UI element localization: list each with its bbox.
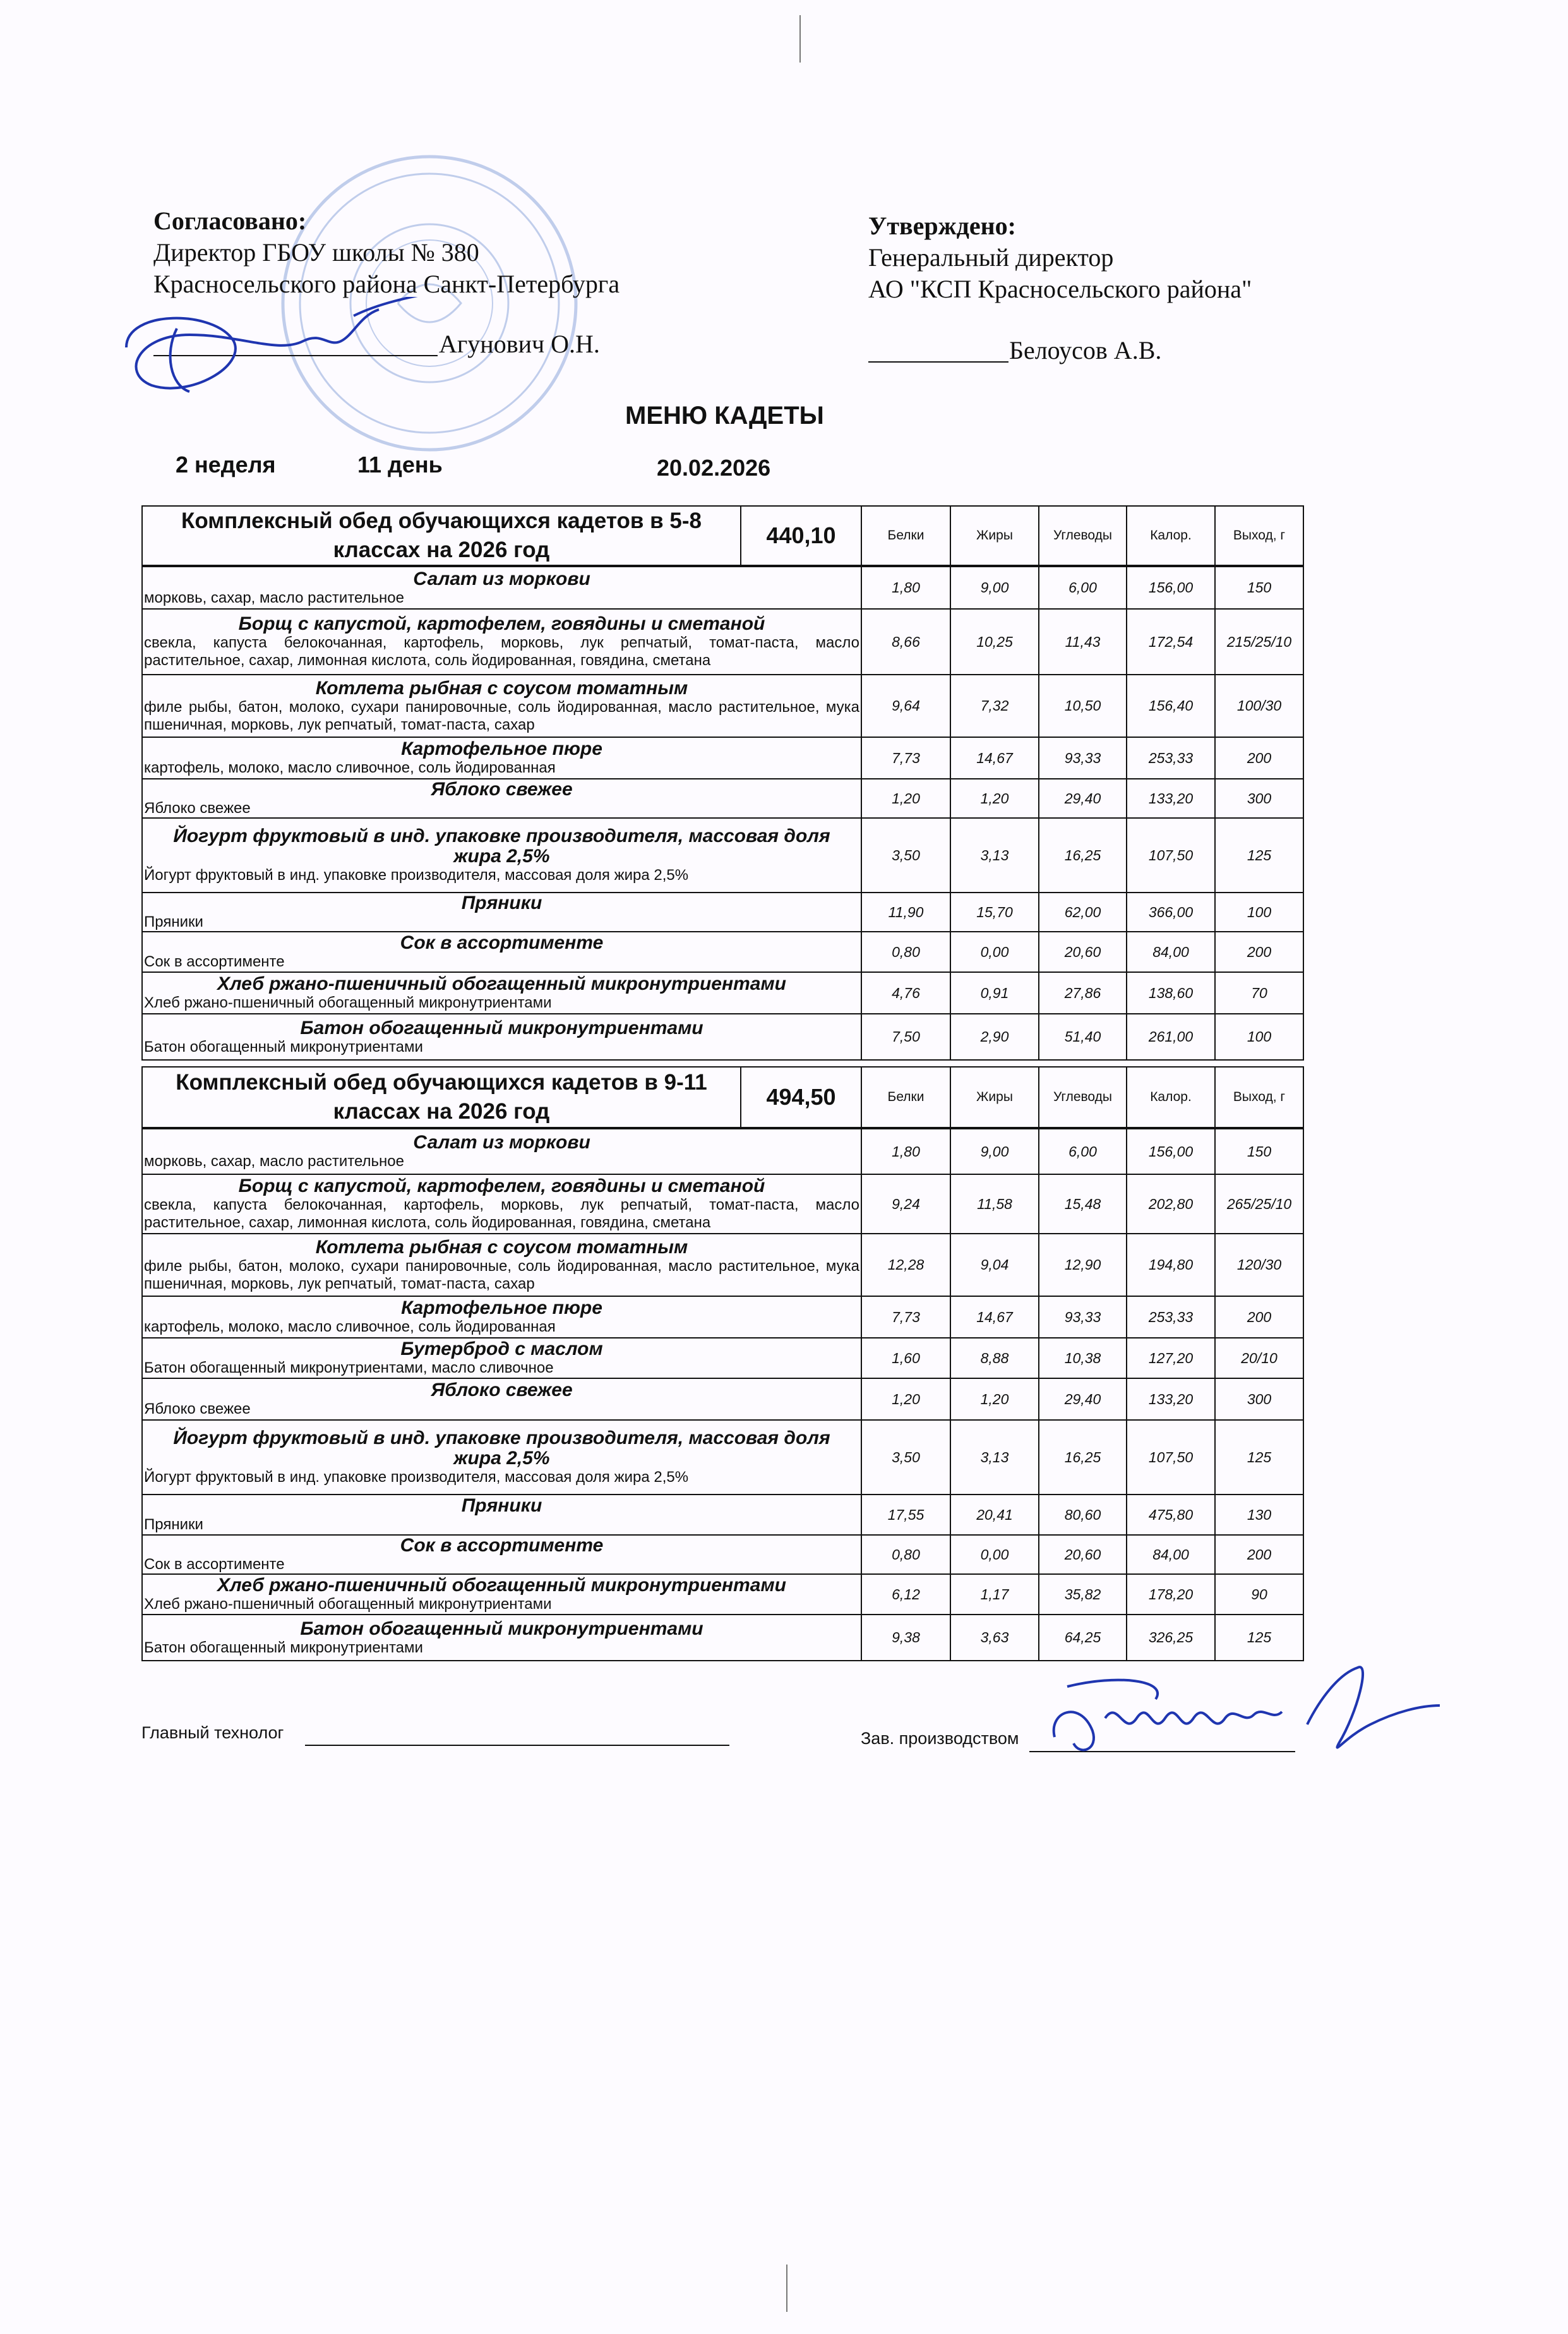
value-calories: 156,00: [1127, 566, 1215, 609]
value-protein: 11,90: [861, 893, 950, 932]
dish-cell: [142, 1535, 861, 1574]
dish-ingredients: морковь, сахар, масло растительное: [144, 589, 404, 606]
dish-name: Котлета рыбная с соусом томатным: [315, 1236, 688, 1258]
value-calories: 261,00: [1127, 1014, 1215, 1060]
table-row: [142, 818, 1303, 893]
table-row: [142, 932, 1303, 972]
dish-cell: [142, 932, 861, 972]
value-fat: 2,90: [950, 1014, 1039, 1060]
dish-ingredients: Сок в ассортименте: [144, 1556, 285, 1573]
approval-right-signer: Белоусов А.В.: [1009, 336, 1162, 364]
table-row: [142, 675, 1303, 737]
value-protein: 1,80: [861, 1128, 950, 1174]
value-carbs: 51,40: [1039, 1014, 1127, 1060]
table-row: [142, 1296, 1303, 1338]
value-yield: 125: [1215, 1615, 1303, 1661]
value-fat: 14,67: [950, 1296, 1039, 1338]
dish-cell: [142, 1378, 861, 1420]
dish-ingredients: свекла, капуста белокочанная, картофель, морковь, лук репчатый, томат-паста, масло растительное, сахар, лимонная кислота, соль йодированная, говядина, сметана: [144, 634, 859, 669]
value-carbs: 16,25: [1039, 818, 1127, 893]
value-yield: 215/25/10: [1215, 609, 1303, 675]
dish-cell: [142, 1234, 861, 1296]
value-calories: 127,20: [1127, 1338, 1215, 1378]
production-head-label: Зав. производством: [861, 1729, 1019, 1748]
dish-name: Бутерброд с маслом: [400, 1338, 603, 1359]
approval-right-heading: Утверждено:: [868, 212, 1016, 240]
dish-name: Салат из моркови: [413, 1132, 590, 1153]
value-fat: 1,20: [950, 779, 1039, 818]
approval-right: [868, 210, 1252, 305]
dish-cell: [142, 609, 861, 675]
dish-cell: [142, 1495, 861, 1535]
value-calories: 475,80: [1127, 1495, 1215, 1535]
value-protein: 7,50: [861, 1014, 950, 1060]
dish-ingredients: Батон обогащенный микронутриентами, масло сливочное: [144, 1359, 554, 1376]
dish-cell: [142, 1128, 861, 1174]
column-header-protein: Белки: [861, 1067, 950, 1128]
value-yield: 20/10: [1215, 1338, 1303, 1378]
dish-cell: [142, 737, 861, 779]
column-header-calories: Калор.: [1127, 506, 1215, 566]
dish-name: Картофельное пюре: [401, 1297, 602, 1318]
dish-cell: [142, 818, 861, 893]
value-yield: 200: [1215, 1296, 1303, 1338]
value-fat: 0,00: [950, 932, 1039, 972]
dish-name: Йогурт фруктовый в инд. упаковке производителя, массовая доля жира 2,5%: [173, 1428, 830, 1469]
dish-name: Борщ с капустой, картофелем, говядины и сметаной: [238, 613, 765, 634]
approval-left-org: Красносельского района Санкт-Петербурга: [153, 270, 620, 298]
dish-ingredients: филе рыбы, батон, молоко, сухари панировочные, соль йодированная, масло растительное, мука пшеничная, морковь, лук репчатый, томат-паста, сахар: [144, 1257, 859, 1292]
table-row: [142, 779, 1303, 818]
dish-name: Картофельное пюре: [401, 738, 602, 759]
menu-table-grades-9-11: [141, 1066, 1304, 1661]
dish-ingredients: Сок в ассортименте: [144, 953, 285, 970]
value-yield: 300: [1215, 1378, 1303, 1420]
table-row: [142, 972, 1303, 1014]
dish-name: Сок в ассортименте: [400, 932, 604, 953]
dish-cell: [142, 893, 861, 932]
value-carbs: 10,50: [1039, 675, 1127, 737]
value-carbs: 29,40: [1039, 1378, 1127, 1420]
value-carbs: 10,38: [1039, 1338, 1127, 1378]
dish-ingredients: морковь, сахар, масло растительное: [144, 1153, 404, 1170]
table-row: [142, 1338, 1303, 1378]
value-protein: 4,76: [861, 972, 950, 1014]
value-calories: 107,50: [1127, 818, 1215, 893]
value-carbs: 15,48: [1039, 1174, 1127, 1234]
scan-crease-bottom: [786, 2265, 787, 2312]
value-calories: 138,60: [1127, 972, 1215, 1014]
value-protein: 9,38: [861, 1615, 950, 1661]
value-fat: 14,67: [950, 737, 1039, 779]
value-yield: 265/25/10: [1215, 1174, 1303, 1234]
column-header-fat: Жиры: [950, 506, 1039, 566]
dish-ingredients: Пряники: [144, 913, 203, 930]
value-carbs: 80,60: [1039, 1495, 1127, 1535]
value-carbs: 62,00: [1039, 893, 1127, 932]
dish-ingredients: Йогурт фруктовый в инд. упаковке производителя, массовая доля жира 2,5%: [144, 1469, 689, 1486]
value-yield: 200: [1215, 932, 1303, 972]
column-header-protein: Белки: [861, 506, 950, 566]
value-yield: 200: [1215, 1535, 1303, 1574]
dish-ingredients: картофель, молоко, масло сливочное, соль йодированная: [144, 1318, 556, 1335]
dish-cell: [142, 566, 861, 609]
dish-ingredients: картофель, молоко, масло сливочное, соль йодированная: [144, 759, 556, 776]
left-handwritten-signature: [114, 297, 493, 404]
table-row: [142, 737, 1303, 779]
value-carbs: 12,90: [1039, 1234, 1127, 1296]
table-row: [142, 1615, 1303, 1661]
table-row: [142, 1378, 1303, 1420]
value-calories: 194,80: [1127, 1234, 1215, 1296]
dish-cell: [142, 1420, 861, 1495]
value-calories: 107,50: [1127, 1420, 1215, 1495]
dish-name: Салат из моркови: [413, 568, 590, 589]
value-calories: 156,00: [1127, 1128, 1215, 1174]
table-row: [142, 1574, 1303, 1615]
menu-table-grades-5-8: [141, 505, 1304, 1061]
approval-right-position: Генеральный директор: [868, 243, 1114, 272]
value-carbs: 11,43: [1039, 609, 1127, 675]
value-fat: 0,91: [950, 972, 1039, 1014]
table-row: [142, 1535, 1303, 1574]
week-label: 2 неделя: [176, 452, 276, 478]
value-protein: 17,55: [861, 1495, 950, 1535]
value-carbs: 20,60: [1039, 1535, 1127, 1574]
approval-left-signer: Агунович О.Н.: [439, 330, 600, 358]
value-carbs: 16,25: [1039, 1420, 1127, 1495]
dish-ingredients: свекла, капуста белокочанная, картофель, морковь, лук репчатый, томат-паста, масло растительное, сахар, лимонная кислота, соль йодированная, говядина, сметана: [144, 1196, 859, 1231]
value-protein: 1,20: [861, 779, 950, 818]
value-calories: 133,20: [1127, 1378, 1215, 1420]
value-yield: 100: [1215, 893, 1303, 932]
dish-name: Котлета рыбная с соусом томатным: [315, 677, 688, 699]
menu-date: 20.02.2026: [657, 455, 771, 481]
approval-left: [153, 205, 619, 300]
dish-cell: [142, 779, 861, 818]
dish-name: Батон обогащенный микронутриентами: [300, 1618, 703, 1639]
value-carbs: 20,60: [1039, 932, 1127, 972]
table-header-row: [142, 1067, 1303, 1128]
value-protein: 3,50: [861, 1420, 950, 1495]
column-header-carbs: Углеводы: [1039, 1067, 1127, 1128]
value-yield: 70: [1215, 972, 1303, 1014]
dish-name: Борщ с капустой, картофелем, говядины и сметаной: [238, 1176, 765, 1196]
dish-cell: [142, 1296, 861, 1338]
chief-technologist-label: Главный технолог: [141, 1723, 284, 1742]
value-calories: 202,80: [1127, 1174, 1215, 1234]
value-fat: 8,88: [950, 1338, 1039, 1378]
value-protein: 1,20: [861, 1378, 950, 1420]
value-fat: 0,00: [950, 1535, 1039, 1574]
value-carbs: 6,00: [1039, 566, 1127, 609]
dish-cell: [142, 972, 861, 1014]
value-protein: 1,60: [861, 1338, 950, 1378]
value-calories: 366,00: [1127, 893, 1215, 932]
dish-name: Хлеб ржано-пшеничный обогащенный микронутриентами: [217, 1575, 786, 1596]
dish-cell: [142, 1014, 861, 1060]
dish-name: Яблоко свежее: [431, 779, 573, 800]
table-title: Комплексный обед обучающихся кадетов в 9-11 классах на 2026 год: [142, 1067, 741, 1128]
value-calories: 156,40: [1127, 675, 1215, 737]
value-fat: 11,58: [950, 1174, 1039, 1234]
value-carbs: 6,00: [1039, 1128, 1127, 1174]
value-carbs: 27,86: [1039, 972, 1127, 1014]
value-yield: 120/30: [1215, 1234, 1303, 1296]
dish-cell: [142, 1174, 861, 1234]
approval-left-heading: Согласовано:: [153, 207, 307, 235]
value-protein: 7,73: [861, 1296, 950, 1338]
value-protein: 1,80: [861, 566, 950, 609]
production-head-signature: [1042, 1661, 1452, 1762]
page-title: МЕНЮ КАДЕТЫ: [625, 402, 824, 430]
dish-ingredients: Яблоко свежее: [144, 800, 251, 817]
dish-name: Яблоко свежее: [431, 1380, 573, 1400]
table-row: [142, 1128, 1303, 1174]
value-fat: 10,25: [950, 609, 1039, 675]
dish-cell: [142, 675, 861, 737]
value-calories: 178,20: [1127, 1574, 1215, 1615]
value-calories: 133,20: [1127, 779, 1215, 818]
value-calories: 253,33: [1127, 737, 1215, 779]
dish-ingredients: Хлеб ржано-пшеничный обогащенный микронутриентами: [144, 994, 552, 1011]
dish-ingredients: Хлеб ржано-пшеничный обогащенный микронутриентами: [144, 1596, 552, 1613]
value-carbs: 93,33: [1039, 1296, 1127, 1338]
dish-name: Батон обогащенный микронутриентами: [300, 1017, 703, 1038]
table-row: [142, 609, 1303, 675]
value-yield: 150: [1215, 1128, 1303, 1174]
value-fat: 1,20: [950, 1378, 1039, 1420]
approval-right-org: АО "КСП Красносельского района": [868, 275, 1252, 303]
dish-ingredients: филе рыбы, батон, молоко, сухари панировочные, соль йодированная, масло растительное, мука пшеничная, морковь, лук репчатый, томат-паста, сахар: [144, 698, 859, 733]
table-row: [142, 1234, 1303, 1296]
day-label: 11 день: [357, 452, 443, 478]
value-fat: 3,13: [950, 818, 1039, 893]
value-fat: 9,00: [950, 1128, 1039, 1174]
chief-technologist-signature-line: [305, 1745, 729, 1746]
value-protein: 0,80: [861, 932, 950, 972]
value-fat: 1,17: [950, 1574, 1039, 1615]
value-carbs: 29,40: [1039, 779, 1127, 818]
value-fat: 3,13: [950, 1420, 1039, 1495]
column-header-yield: Выход, г: [1215, 1067, 1303, 1128]
value-yield: 90: [1215, 1574, 1303, 1615]
table-row: [142, 1420, 1303, 1495]
value-carbs: 64,25: [1039, 1615, 1127, 1661]
set-price: 494,50: [741, 1067, 861, 1128]
value-fat: 7,32: [950, 675, 1039, 737]
value-protein: 0,80: [861, 1535, 950, 1574]
table-row: [142, 1174, 1303, 1234]
dish-cell: [142, 1615, 861, 1661]
column-header-carbs: Углеводы: [1039, 506, 1127, 566]
value-protein: 8,66: [861, 609, 950, 675]
set-price: 440,10: [741, 506, 861, 566]
table-row: [142, 1495, 1303, 1535]
dish-name: Йогурт фруктовый в инд. упаковке производителя, массовая доля жира 2,5%: [173, 826, 830, 867]
dish-ingredients: Батон обогащенный микронутриентами: [144, 1639, 423, 1656]
value-yield: 100: [1215, 1014, 1303, 1060]
value-yield: 125: [1215, 818, 1303, 893]
value-yield: 125: [1215, 1420, 1303, 1495]
value-protein: 7,73: [861, 737, 950, 779]
value-yield: 130: [1215, 1495, 1303, 1535]
column-header-fat: Жиры: [950, 1067, 1039, 1128]
dish-ingredients: Пряники: [144, 1516, 203, 1533]
dish-name: Сок в ассортименте: [400, 1535, 604, 1556]
value-calories: 253,33: [1127, 1296, 1215, 1338]
scan-crease-top: [799, 15, 801, 63]
value-protein: 3,50: [861, 818, 950, 893]
value-fat: 9,00: [950, 566, 1039, 609]
dish-name: Пряники: [461, 893, 542, 913]
value-protein: 9,24: [861, 1174, 950, 1234]
value-yield: 200: [1215, 737, 1303, 779]
value-yield: 150: [1215, 566, 1303, 609]
table-row: [142, 893, 1303, 932]
dish-name: Пряники: [461, 1495, 542, 1516]
column-header-calories: Калор.: [1127, 1067, 1215, 1128]
dish-ingredients: Яблоко свежее: [144, 1400, 251, 1417]
dish-cell: [142, 1338, 861, 1378]
value-protein: 6,12: [861, 1574, 950, 1615]
value-calories: 84,00: [1127, 932, 1215, 972]
value-calories: 172,54: [1127, 609, 1215, 675]
dish-ingredients: Йогурт фруктовый в инд. упаковке производителя, массовая доля жира 2,5%: [144, 867, 689, 884]
value-fat: 20,41: [950, 1495, 1039, 1535]
value-yield: 100/30: [1215, 675, 1303, 737]
value-yield: 300: [1215, 779, 1303, 818]
value-calories: 84,00: [1127, 1535, 1215, 1574]
value-fat: 3,63: [950, 1615, 1039, 1661]
value-carbs: 35,82: [1039, 1574, 1127, 1615]
value-fat: 9,04: [950, 1234, 1039, 1296]
dish-ingredients: Батон обогащенный микронутриентами: [144, 1038, 423, 1056]
table-title: Комплексный обед обучающихся кадетов в 5-8 классах на 2026 год: [142, 506, 741, 566]
approval-left-position: Директор ГБОУ школы № 380: [153, 238, 479, 267]
dish-name: Хлеб ржано-пшеничный обогащенный микронутриентами: [217, 973, 786, 994]
right-signature-line: [868, 361, 1008, 363]
table-header-row: [142, 506, 1303, 566]
value-carbs: 93,33: [1039, 737, 1127, 779]
value-protein: 12,28: [861, 1234, 950, 1296]
value-fat: 15,70: [950, 893, 1039, 932]
dish-cell: [142, 1574, 861, 1615]
value-protein: 9,64: [861, 675, 950, 737]
value-calories: 326,25: [1127, 1615, 1215, 1661]
table-row: [142, 566, 1303, 609]
column-header-yield: Выход, г: [1215, 506, 1303, 566]
table-row: [142, 1014, 1303, 1060]
